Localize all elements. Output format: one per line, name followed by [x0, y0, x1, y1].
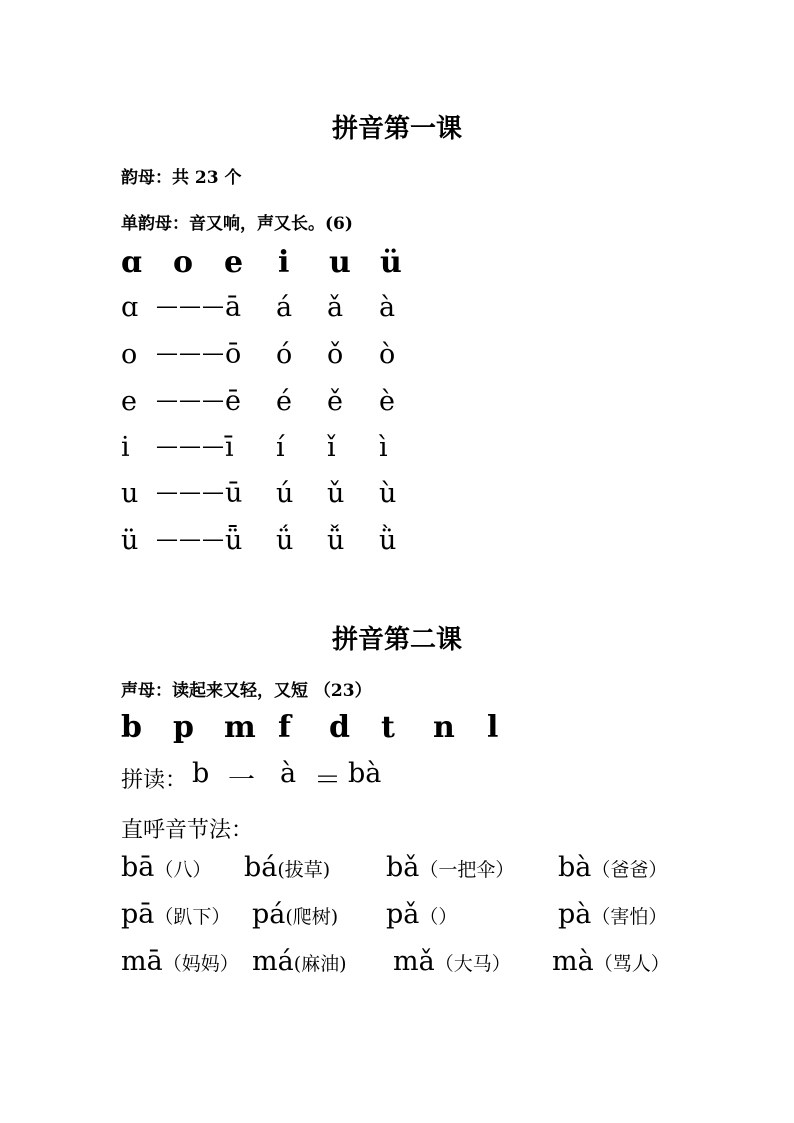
syllable-word: （骂人）	[593, 953, 670, 975]
syllable-pinyin: mā	[121, 946, 163, 977]
vowel: ü	[380, 245, 402, 280]
spelling-initial: b	[192, 758, 210, 789]
tone-mark: ē	[225, 386, 241, 417]
syllable-item	[121, 946, 239, 977]
syllable-item	[558, 852, 667, 883]
tone-row	[0, 386, 794, 422]
syllable-word: （爸爸）	[591, 859, 668, 881]
initial: d	[329, 710, 350, 745]
tone-row	[0, 478, 794, 514]
lesson2-title: 拼音第二课	[331, 625, 462, 655]
syllable-word: （）	[419, 906, 458, 928]
tone-mark: ū	[225, 478, 243, 509]
syllable-word: （一把伞）	[419, 859, 515, 881]
tone-base: ü	[121, 525, 139, 556]
lesson1-title: 拼音第一课	[331, 114, 462, 144]
initials-line: 声母：读起来又轻，又短 （23）	[121, 681, 372, 701]
tone-dash: ———	[156, 480, 225, 505]
tone-mark: ǘ	[276, 525, 294, 556]
tone-base: u	[121, 478, 139, 509]
tone-base: ɑ	[121, 292, 139, 323]
vowel: o	[173, 245, 194, 280]
tone-dash: ———	[156, 388, 225, 413]
syllable-pinyin: pá	[252, 899, 286, 930]
tone-mark: ī	[225, 432, 234, 463]
single-finals-line: 单韵母：音又响，声又长。(6)	[121, 214, 353, 234]
spelling-equals: ＝	[314, 765, 341, 796]
tone-mark: ō	[225, 339, 242, 370]
syllable-item	[252, 946, 347, 977]
tone-base: e	[121, 386, 137, 417]
tone-base: i	[121, 432, 130, 463]
tone-mark: ú	[276, 478, 294, 509]
syllable-pinyin: pā	[121, 899, 155, 930]
vowel-row	[0, 245, 794, 285]
syllable-word: （大马）	[434, 953, 511, 975]
vowel: e	[224, 245, 244, 280]
syllable-pinyin: bá	[244, 852, 278, 883]
syllable-pinyin: pà	[558, 899, 592, 930]
tone-mark: ǐ	[327, 432, 336, 463]
tone-mark: à	[379, 292, 396, 323]
tone-row	[0, 525, 794, 561]
syllable-word: （害怕）	[591, 906, 668, 928]
tone-mark: ǎ	[327, 292, 344, 323]
initial: p	[173, 710, 194, 745]
tone-mark: ǜ	[379, 525, 397, 556]
syllable-item	[558, 899, 667, 930]
syllable-row	[0, 852, 794, 892]
syllable-item	[552, 946, 670, 977]
tone-row	[0, 339, 794, 375]
tone-mark: é	[276, 386, 292, 417]
vowel: u	[329, 245, 351, 280]
syllable-pinyin: mǎ	[393, 946, 435, 977]
tone-dash: ———	[156, 434, 225, 459]
tone-mark: ě	[327, 386, 343, 417]
initial: n	[433, 710, 455, 745]
initial: l	[487, 710, 499, 745]
tone-row	[0, 432, 794, 468]
initials-row	[0, 710, 794, 750]
direct-method-label: 直呼音节法：	[121, 818, 254, 843]
spelling-row	[0, 758, 794, 794]
tone-mark: ā	[225, 292, 242, 323]
syllable-word: (拔草)	[277, 859, 331, 881]
syllable-pinyin: má	[252, 946, 294, 977]
initial: f	[278, 710, 291, 745]
initial: t	[381, 710, 395, 745]
initial: m	[224, 710, 256, 745]
finals-count-line: 韵母：共 23 个	[121, 168, 242, 188]
tone-mark: ǖ	[225, 525, 243, 556]
tone-mark: ó	[276, 339, 293, 370]
tone-base: o	[121, 339, 138, 370]
tone-dash: ———	[156, 341, 225, 366]
syllable-word: (爬树)	[285, 906, 339, 928]
syllable-item	[386, 899, 457, 930]
syllable-word: （八）	[154, 859, 212, 881]
tone-mark: í	[276, 432, 285, 463]
syllable-item	[121, 899, 230, 930]
syllable-row	[0, 946, 794, 986]
tone-dash: ———	[156, 527, 225, 552]
syllable-item	[244, 852, 330, 883]
tone-mark: ò	[379, 339, 396, 370]
syllable-pinyin: mà	[552, 946, 594, 977]
syllable-pinyin: bā	[121, 852, 155, 883]
tone-mark: á	[276, 292, 293, 323]
syllable-item	[121, 852, 211, 883]
tone-mark: ì	[379, 432, 388, 463]
tone-mark: è	[379, 386, 395, 417]
syllable-pinyin: pǎ	[386, 899, 420, 930]
spelling-result: bà	[348, 758, 382, 789]
syllable-word: (麻油)	[293, 953, 347, 975]
syllable-row	[0, 899, 794, 939]
syllable-pinyin: bǎ	[386, 852, 420, 883]
syllable-pinyin: bà	[558, 852, 592, 883]
syllable-item	[252, 899, 338, 930]
syllable-item	[393, 946, 511, 977]
vowel: i	[278, 245, 290, 280]
spelling-label: 拼读：	[121, 768, 188, 793]
tone-mark: ù	[379, 478, 397, 509]
tone-dash: ———	[156, 294, 225, 319]
vowel: ɑ	[121, 245, 142, 280]
syllable-word: （趴下）	[154, 906, 231, 928]
syllable-item	[386, 852, 514, 883]
tone-mark: ǚ	[327, 525, 345, 556]
tone-mark: ǔ	[327, 478, 345, 509]
initial: b	[121, 710, 142, 745]
syllable-word: （妈妈）	[162, 953, 239, 975]
tone-mark: ǒ	[327, 339, 344, 370]
tone-row	[0, 292, 794, 328]
spelling-plus: 一	[228, 765, 255, 796]
spelling-final: à	[280, 758, 297, 789]
